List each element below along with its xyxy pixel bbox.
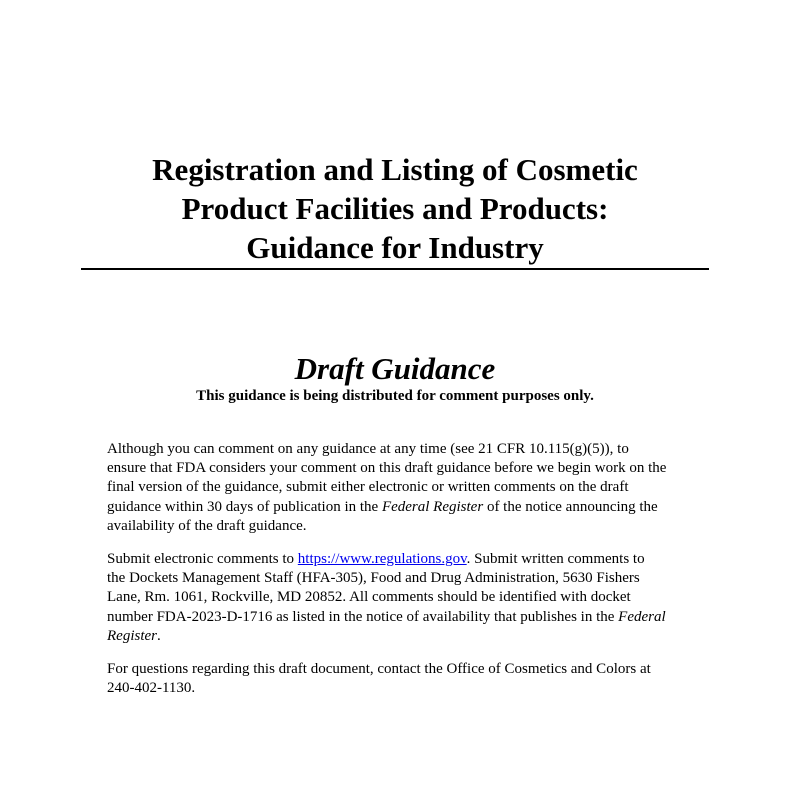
text-run: guidance within 30 days of publication in the bbox=[107, 498, 382, 515]
draft-guidance-heading: Draft Guidance bbox=[294, 351, 496, 386]
paragraph-line: ensure that FDA considers your comment on this draft guidance before we begin work on the bbox=[107, 460, 667, 477]
paragraph-line bbox=[107, 498, 717, 517]
title-line: Guidance for Industry bbox=[246, 230, 544, 265]
paragraph-line: For questions regarding this draft document, contact the Office of Cosmetics and Colors at bbox=[107, 661, 651, 677]
paragraph-line: Although you can comment on any guidance at any time (see 21 CFR 10.115(g)(5)), to bbox=[107, 441, 629, 457]
title-line: Registration and Listing of Cosmetic bbox=[152, 152, 638, 187]
text-run: of the notice announcing the bbox=[483, 498, 658, 515]
text-run: Submit electronic comments to bbox=[107, 551, 298, 567]
regulations-gov-link[interactable]: https://www.regulations.gov bbox=[297, 551, 467, 567]
paragraph-line: final version of the guidance, submit either electronic or written comments on the draft bbox=[107, 479, 629, 496]
paragraph-line bbox=[107, 608, 717, 627]
submission-paragraph bbox=[107, 550, 717, 646]
document-title bbox=[80, 150, 710, 267]
paragraph-line: availability of the draft guidance. bbox=[107, 517, 307, 534]
federal-register-italic: Register bbox=[107, 627, 157, 644]
contact-paragraph bbox=[107, 660, 717, 698]
paragraph-line: the Dockets Management Staff (HFA-305), Food and Drug Administration, 5630 Fishers bbox=[107, 570, 640, 587]
federal-register-italic: Federal bbox=[618, 608, 666, 625]
comment-timing-paragraph bbox=[107, 440, 717, 536]
federal-register-italic: Federal Register bbox=[381, 498, 484, 515]
paragraph-line: 240-402-1130. bbox=[107, 680, 196, 697]
text-run: . bbox=[157, 627, 161, 644]
title-line: Product Facilities and Products: bbox=[181, 191, 609, 226]
paragraph-line bbox=[107, 627, 717, 646]
text-run: number FDA-2023-D-1716 as listed in the notice of availability that publishes in the bbox=[107, 608, 619, 625]
paragraph-line: Lane, Rm. 1061, Rockville, MD 20852. All comments should be identified with docket bbox=[107, 589, 631, 606]
paragraph-line bbox=[107, 550, 717, 569]
draft-comment-note: This guidance is being distributed for comment purposes only. bbox=[196, 388, 594, 404]
text-run: . Submit written comments to bbox=[466, 551, 645, 567]
title-divider bbox=[81, 268, 709, 270]
